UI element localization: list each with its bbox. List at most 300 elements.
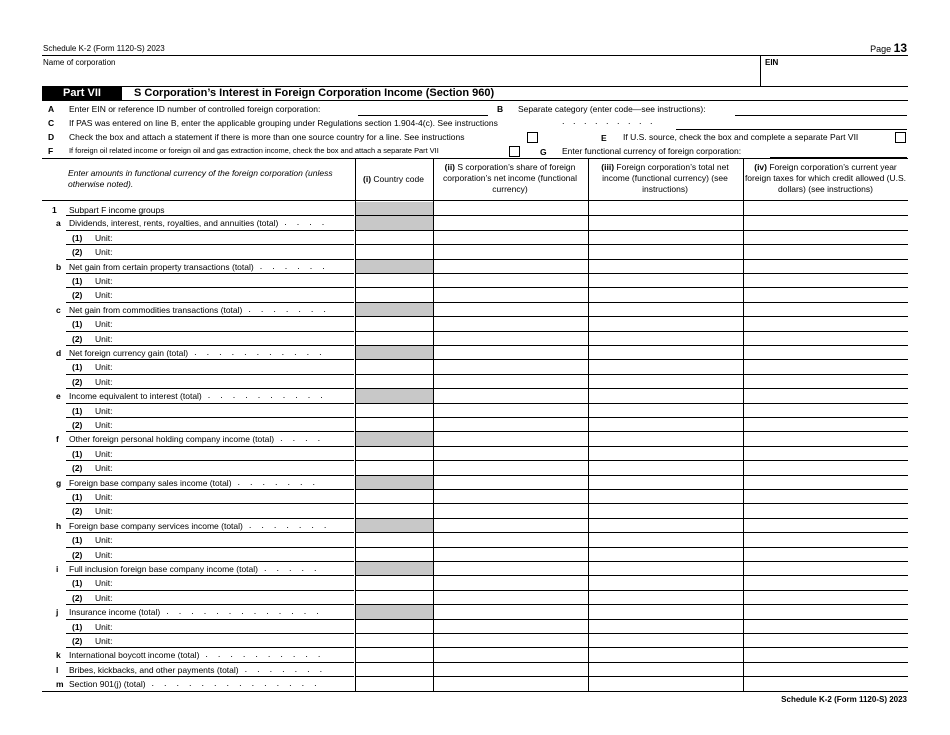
dot-leader: . . . . . . . . . .	[207, 390, 323, 401]
group-b-unit2-col3-cell[interactable]	[589, 288, 743, 301]
dot-leader: . . . . . . .	[244, 663, 323, 674]
row-rule	[66, 604, 354, 605]
group-e-col3-cell[interactable]	[589, 389, 743, 402]
group-b-label: Net gain from certain property transactions (total)	[69, 261, 254, 272]
group-e-unit1-col3-cell[interactable]	[589, 404, 743, 417]
value-row-rule	[355, 331, 908, 332]
group-d-unit2-col1-cell[interactable]	[356, 375, 433, 388]
form-name-header: Schedule K-2 (Form 1120-S) 2023	[43, 44, 165, 53]
value-row-rule	[355, 374, 908, 375]
group-a-col3-cell[interactable]	[589, 216, 743, 229]
group-b-unit1-col4-cell[interactable]	[744, 274, 908, 287]
group-a-unit1-col3-cell[interactable]	[589, 231, 743, 244]
group-h-unit1-num: (1)	[72, 535, 83, 546]
table-top-rule	[42, 158, 908, 159]
group-i-unit1-col4-cell[interactable]	[744, 576, 908, 589]
dot-leader: . . . . . . .	[248, 303, 326, 314]
tail-k-col4-cell[interactable]	[744, 648, 908, 661]
line-a-input[interactable]	[358, 115, 488, 116]
group-h-unit2-num: (2)	[72, 549, 83, 560]
group-c-col3-cell[interactable]	[589, 303, 743, 316]
group-b-unit1-col2-cell[interactable]	[434, 274, 588, 287]
group-e-col4-cell[interactable]	[744, 389, 908, 402]
group-h-col3-cell[interactable]	[589, 519, 743, 532]
tail-k-col2-cell[interactable]	[434, 648, 588, 661]
group-j-unit1-col3-cell[interactable]	[589, 620, 743, 633]
group-b-col3-cell[interactable]	[589, 260, 743, 273]
col2-text: S corporation’s share of foreign corporation’s net income (functional currency)	[442, 162, 578, 194]
group-a-unit1-col1-cell[interactable]	[356, 231, 433, 244]
group-a-unit2-label: Unit:	[95, 247, 113, 258]
col2-num: (ii)	[444, 162, 456, 172]
dot-leader: . . . . . . . . . . . . .	[166, 606, 319, 617]
line-d-checkbox[interactable]	[527, 132, 538, 143]
group-b-col1-shaded	[356, 260, 433, 273]
group-f-unit2-col3-cell[interactable]	[589, 461, 743, 474]
group-i-unit2-col3-cell[interactable]	[589, 591, 743, 604]
group-i-letter: i	[56, 564, 59, 574]
value-row-rule	[355, 316, 908, 317]
group-g-unit2-col2-cell[interactable]	[434, 504, 588, 517]
row-rule	[66, 417, 354, 418]
value-row-rule	[355, 388, 908, 389]
group-j-unit1-num: (1)	[72, 621, 83, 632]
group-f-unit2-col2-cell[interactable]	[434, 461, 588, 474]
group-g-unit2-col3-cell[interactable]	[589, 504, 743, 517]
row-rule	[66, 215, 354, 216]
value-row-rule	[355, 259, 908, 260]
group-j-unit2-col2-cell[interactable]	[434, 634, 588, 647]
group-i-unit2-label: Unit:	[95, 592, 113, 603]
dot-leader: . . . . . . .	[248, 519, 327, 530]
group-b-unit2-col2-cell[interactable]	[434, 288, 588, 301]
row-rule	[66, 503, 354, 504]
group-g-unit1-col2-cell[interactable]	[434, 490, 588, 503]
line-a-text: Enter EIN or reference ID number of controlled foreign corporation:	[69, 104, 321, 114]
group-c-col1-shaded	[356, 303, 433, 316]
ein-divider	[760, 55, 761, 86]
value-row-rule	[355, 345, 908, 346]
group-a-col1-shaded	[356, 216, 433, 229]
tail-m-col2-cell[interactable]	[434, 677, 588, 690]
group-c-unit2-col3-cell[interactable]	[589, 332, 743, 345]
page-number-value: 13	[893, 41, 907, 55]
group-f-col3-cell[interactable]	[589, 432, 743, 445]
value-row-rule	[355, 431, 908, 432]
dot-leader: . . . .	[284, 217, 325, 228]
value-row-rule	[355, 244, 908, 245]
row-rule	[66, 388, 354, 389]
group-j-unit1-col1-cell[interactable]	[356, 620, 433, 633]
ein-label: EIN	[765, 58, 779, 67]
line-a-letter: A	[48, 104, 55, 114]
row-rule	[66, 489, 354, 490]
group-a-unit1-label: Unit:	[95, 232, 113, 243]
group-f-col4-cell[interactable]	[744, 432, 908, 445]
group-a-unit2-col3-cell[interactable]	[589, 245, 743, 258]
value-row-rule	[355, 287, 908, 288]
group-j-letter: j	[56, 607, 59, 618]
group-a-col4-cell[interactable]	[744, 216, 908, 229]
group-e-unit1-col4-cell[interactable]	[744, 404, 908, 417]
group-d-unit2-num: (2)	[72, 376, 83, 387]
group-e-unit1-col2-cell[interactable]	[434, 404, 588, 417]
form-name-footer: Schedule K-2 (Form 1120-S) 2023	[781, 695, 907, 704]
group-j-unit2-col4-cell[interactable]	[744, 634, 908, 647]
value-row-rule	[355, 561, 908, 562]
line-e-checkbox[interactable]	[895, 132, 906, 143]
group-e-unit2-col2-cell[interactable]	[434, 418, 588, 431]
row-rule	[66, 676, 354, 677]
line-1-num: 1	[52, 205, 57, 215]
group-h-letter: h	[56, 520, 62, 531]
group-c-unit2-col1-cell[interactable]	[356, 332, 433, 345]
line-f-text: If foreign oil related income or foreign oil and gas extraction income, check the box and attach a separate Part VII	[69, 146, 439, 155]
row-rule	[66, 446, 354, 447]
col4-header	[743, 162, 908, 195]
line-1-col2-cell[interactable]	[434, 202, 588, 215]
group-g-unit2-col1-cell[interactable]	[356, 504, 433, 517]
group-h-col4-cell[interactable]	[744, 519, 908, 532]
line-c-input[interactable]	[676, 129, 907, 130]
group-g-col4-cell[interactable]	[744, 476, 908, 489]
row-rule	[66, 647, 354, 648]
col-divider-3	[588, 158, 589, 691]
col3-text: Foreign corporation’s total net income (functional currency) (see instructions)	[602, 162, 729, 194]
line-b-input[interactable]	[735, 115, 907, 116]
row-rule	[66, 345, 354, 346]
group-g-unit1-num: (1)	[72, 492, 83, 502]
col-divider-2	[433, 158, 434, 691]
group-j-col3-cell[interactable]	[589, 605, 743, 618]
group-i-label: Full inclusion foreign base company income (total)	[69, 564, 258, 574]
group-d-col3-cell[interactable]	[589, 346, 743, 359]
group-b-unit1-col3-cell[interactable]	[589, 274, 743, 287]
group-g-unit1-col3-cell[interactable]	[589, 490, 743, 503]
group-c-col4-cell[interactable]	[744, 303, 908, 316]
group-c-unit1-col1-cell[interactable]	[356, 317, 433, 330]
part-title-rule	[42, 100, 908, 101]
value-row-rule	[355, 489, 908, 490]
group-j-col1-shaded	[356, 605, 433, 618]
line-b-text: Separate category (enter code—see instructions):	[518, 104, 706, 114]
group-i-unit1-label: Unit:	[95, 578, 113, 589]
line-1-label: Subpart F income groups	[69, 205, 165, 215]
tail-l-letter: l	[56, 664, 59, 675]
group-f-unit1-num: (1)	[72, 448, 83, 459]
group-f-unit1-col4-cell[interactable]	[744, 447, 908, 460]
row-rule	[66, 662, 354, 663]
group-e-unit2-col4-cell[interactable]	[744, 418, 908, 431]
group-e-label: Income equivalent to interest (total)	[69, 391, 202, 402]
group-g-unit1-col1-cell[interactable]	[356, 490, 433, 503]
group-i-col3-cell[interactable]	[589, 562, 743, 575]
group-a-unit2-col4-cell[interactable]	[744, 245, 908, 258]
group-g-unit2-col4-cell[interactable]	[744, 504, 908, 517]
value-row-rule	[355, 575, 908, 576]
row-rule	[66, 331, 354, 332]
group-a-unit1-num: (1)	[72, 232, 83, 243]
group-d-col2-cell[interactable]	[434, 346, 588, 359]
name-of-corporation-field[interactable]	[44, 68, 756, 85]
name-of-corporation-label: Name of corporation	[43, 58, 116, 67]
group-b-letter: b	[56, 261, 62, 272]
tail-l-col1-cell[interactable]	[356, 663, 433, 676]
line-c-letter: C	[48, 118, 55, 128]
group-a-unit2-col1-cell[interactable]	[356, 245, 433, 258]
group-i-unit2-col2-cell[interactable]	[434, 591, 588, 604]
table-header-rule	[42, 200, 908, 201]
group-h-col2-cell[interactable]	[434, 519, 588, 532]
group-i-unit1-col3-cell[interactable]	[589, 576, 743, 589]
page-label: Page	[870, 44, 892, 54]
group-f-col1-shaded	[356, 432, 433, 445]
dot-leader: . . . . . . .	[237, 476, 316, 487]
group-c-unit1-col3-cell[interactable]	[589, 317, 743, 330]
group-f-unit2-col1-cell[interactable]	[356, 461, 433, 474]
group-b-col4-cell[interactable]	[744, 260, 908, 273]
group-h-unit2-col4-cell[interactable]	[744, 548, 908, 561]
group-d-unit1-col4-cell[interactable]	[744, 360, 908, 373]
group-b-unit2-label: Unit:	[95, 290, 113, 301]
line-1-col1-shaded	[356, 202, 433, 215]
group-a-unit1-col4-cell[interactable]	[744, 231, 908, 244]
line-f-checkbox[interactable]	[509, 146, 520, 157]
tail-m-col3-cell[interactable]	[589, 677, 743, 690]
group-d-unit1-col1-cell[interactable]	[356, 360, 433, 373]
col1-header	[355, 174, 432, 185]
group-i-unit1-num: (1)	[72, 578, 83, 589]
value-row-rule	[355, 619, 908, 620]
value-row-rule	[355, 590, 908, 591]
tail-l-col3-cell[interactable]	[589, 663, 743, 676]
group-b-unit2-num: (2)	[72, 290, 83, 301]
group-j-unit1-col4-cell[interactable]	[744, 620, 908, 633]
group-f-letter: f	[56, 434, 59, 445]
line-e-letter: E	[601, 133, 607, 143]
group-e-col1-shaded	[356, 389, 433, 402]
tail-k-letter: k	[56, 650, 61, 661]
group-f-unit1-col3-cell[interactable]	[589, 447, 743, 460]
group-a-col2-cell[interactable]	[434, 216, 588, 229]
line-1-col4-cell[interactable]	[744, 202, 908, 215]
group-d-unit2-label: Unit:	[95, 376, 113, 387]
tail-k-col3-cell[interactable]	[589, 648, 743, 661]
dot-leader: . . . . . . . . . . .	[194, 347, 322, 357]
value-row-rule	[355, 215, 908, 216]
tail-l-col2-cell[interactable]	[434, 663, 588, 676]
group-b-unit1-col1-cell[interactable]	[356, 274, 433, 287]
row-rule	[66, 547, 354, 548]
group-c-unit1-num: (1)	[72, 319, 83, 330]
dot-leader: . . . . . . . . . . . . . .	[151, 678, 317, 689]
value-row-rule	[355, 403, 908, 404]
row-rule	[66, 532, 354, 533]
group-a-letter: a	[56, 218, 61, 229]
group-b-unit2-col1-cell[interactable]	[356, 288, 433, 301]
value-row-rule	[355, 359, 908, 360]
value-row-rule	[355, 446, 908, 447]
group-h-unit1-col1-cell[interactable]	[356, 533, 433, 546]
group-b-unit2-col4-cell[interactable]	[744, 288, 908, 301]
group-d-unit1-num: (1)	[72, 362, 83, 373]
group-h-unit1-label: Unit:	[95, 535, 113, 546]
col2-header	[433, 162, 587, 195]
group-a-unit2-num: (2)	[72, 247, 83, 258]
col4-text: Foreign corporation’s current year foreign taxes for which credit allowed (U.S. dollars) (see instructions)	[744, 162, 907, 194]
group-f-unit2-label: Unit:	[95, 463, 113, 474]
page-number	[870, 41, 907, 55]
group-d-unit1-col2-cell[interactable]	[434, 360, 588, 373]
line-1-col3-cell[interactable]	[589, 202, 743, 215]
group-f-col2-cell[interactable]	[434, 432, 588, 445]
table-intro: Enter amounts in functional currency of the foreign corporation (unless otherwise noted).	[68, 168, 333, 189]
col1-num: (i)	[363, 174, 372, 184]
group-g-col2-cell[interactable]	[434, 476, 588, 489]
group-h-label: Foreign base company services income (total)	[69, 520, 243, 531]
row-rule	[66, 518, 354, 519]
group-g-col3-cell[interactable]	[589, 476, 743, 489]
dot-leader: . . . . . .	[259, 260, 325, 271]
tail-l-col4-cell[interactable]	[744, 663, 908, 676]
tail-m-col4-cell[interactable]	[744, 677, 908, 690]
group-h-unit2-label: Unit:	[95, 549, 113, 560]
line-f-letter: F	[48, 146, 54, 156]
line-c-leader: . . . . . . . . .	[562, 116, 656, 126]
group-h-unit2-col2-cell[interactable]	[434, 548, 588, 561]
row-rule	[66, 230, 354, 231]
col3-header	[588, 162, 742, 195]
group-i-unit2-col1-cell[interactable]	[356, 591, 433, 604]
group-e-unit1-col1-cell[interactable]	[356, 404, 433, 417]
group-c-unit2-num: (2)	[72, 333, 83, 344]
group-i-col4-cell[interactable]	[744, 562, 908, 575]
row-rule	[66, 475, 354, 476]
group-b-unit1-num: (1)	[72, 276, 83, 286]
group-h-unit1-col3-cell[interactable]	[589, 533, 743, 546]
row-rule	[66, 561, 354, 562]
group-h-unit1-col2-cell[interactable]	[434, 533, 588, 546]
group-j-unit1-label: Unit:	[95, 621, 113, 632]
group-j-col4-cell[interactable]	[744, 605, 908, 618]
group-d-col4-cell[interactable]	[744, 346, 908, 359]
row-rule	[66, 619, 354, 620]
group-c-unit2-col4-cell[interactable]	[744, 332, 908, 345]
group-j-unit1-col2-cell[interactable]	[434, 620, 588, 633]
group-d-letter: d	[56, 348, 62, 358]
row-rule	[66, 374, 354, 375]
row-rule	[66, 359, 354, 360]
group-i-unit1-col2-cell[interactable]	[434, 576, 588, 589]
row-rule	[66, 403, 354, 404]
group-d-unit2-col3-cell[interactable]	[589, 375, 743, 388]
group-c-label: Net gain from commodities transactions (total)	[69, 304, 243, 315]
value-row-rule	[355, 532, 908, 533]
group-c-letter: c	[56, 304, 61, 315]
group-g-letter: g	[56, 477, 62, 488]
group-f-unit2-col4-cell[interactable]	[744, 461, 908, 474]
group-i-unit1-col1-cell[interactable]	[356, 576, 433, 589]
row-rule	[66, 633, 354, 634]
value-row-rule	[355, 518, 908, 519]
line-e-text: If U.S. source, check the box and complete a separate Part VII	[623, 132, 859, 142]
table-bottom-rule	[42, 691, 908, 692]
group-h-unit2-col1-cell[interactable]	[356, 548, 433, 561]
group-g-col1-shaded	[356, 476, 433, 489]
value-row-rule	[355, 475, 908, 476]
group-e-unit2-label: Unit:	[95, 420, 113, 430]
group-a-unit2-col2-cell[interactable]	[434, 245, 588, 258]
group-h-unit2-col3-cell[interactable]	[589, 548, 743, 561]
value-row-rule	[355, 676, 908, 677]
group-e-unit2-col3-cell[interactable]	[589, 418, 743, 431]
group-g-unit1-col4-cell[interactable]	[744, 490, 908, 503]
line-g-text: Enter functional currency of foreign corporation:	[562, 146, 742, 156]
group-d-unit2-col2-cell[interactable]	[434, 375, 588, 388]
row-rule	[66, 590, 354, 591]
group-c-col2-cell[interactable]	[434, 303, 588, 316]
group-j-col2-cell[interactable]	[434, 605, 588, 618]
line-d-letter: D	[48, 132, 55, 142]
group-c-unit2-col2-cell[interactable]	[434, 332, 588, 345]
col1-text: Country code	[373, 174, 424, 184]
value-row-rule	[355, 273, 908, 274]
group-g-unit2-label: Unit:	[95, 506, 113, 517]
group-d-unit2-col4-cell[interactable]	[744, 375, 908, 388]
line-g-letter: G	[540, 147, 547, 157]
group-j-unit2-col3-cell[interactable]	[589, 634, 743, 647]
tail-m-letter: m	[56, 679, 64, 690]
group-h-col1-shaded	[356, 519, 433, 532]
group-i-unit2-col4-cell[interactable]	[744, 591, 908, 604]
group-f-unit1-col2-cell[interactable]	[434, 447, 588, 460]
group-e-unit2-col1-cell[interactable]	[356, 418, 433, 431]
row-rule	[66, 287, 354, 288]
group-c-unit1-col2-cell[interactable]	[434, 317, 588, 330]
row-rule	[66, 302, 354, 303]
ein-field[interactable]	[764, 68, 904, 85]
group-f-unit2-num: (2)	[72, 463, 83, 474]
group-j-unit2-num: (2)	[72, 636, 83, 646]
value-row-rule	[355, 230, 908, 231]
group-e-unit2-num: (2)	[72, 420, 83, 430]
col3-num: (iii)	[601, 162, 615, 172]
value-row-rule	[355, 460, 908, 461]
row-rule	[66, 575, 354, 576]
group-j-unit2-col1-cell[interactable]	[356, 634, 433, 647]
value-row-rule	[355, 647, 908, 648]
value-row-rule	[355, 417, 908, 418]
value-row-rule	[355, 302, 908, 303]
header-rule	[42, 55, 908, 56]
tail-k-col1-cell[interactable]	[356, 648, 433, 661]
group-a-unit1-col2-cell[interactable]	[434, 231, 588, 244]
group-h-unit1-col4-cell[interactable]	[744, 533, 908, 546]
group-e-col2-cell[interactable]	[434, 389, 588, 402]
group-e-unit1-label: Unit:	[95, 405, 113, 416]
group-i-col2-cell[interactable]	[434, 562, 588, 575]
group-b-unit1-label: Unit:	[95, 276, 113, 286]
group-d-unit1-col3-cell[interactable]	[589, 360, 743, 373]
group-i-unit2-num: (2)	[72, 592, 83, 603]
group-c-unit1-label: Unit:	[95, 319, 113, 330]
group-c-unit1-col4-cell[interactable]	[744, 317, 908, 330]
group-e-unit1-num: (1)	[72, 405, 83, 416]
tail-m-col1-cell[interactable]	[356, 677, 433, 690]
group-f-unit1-col1-cell[interactable]	[356, 447, 433, 460]
group-b-col2-cell[interactable]	[434, 260, 588, 273]
group-d-col1-shaded	[356, 346, 433, 359]
